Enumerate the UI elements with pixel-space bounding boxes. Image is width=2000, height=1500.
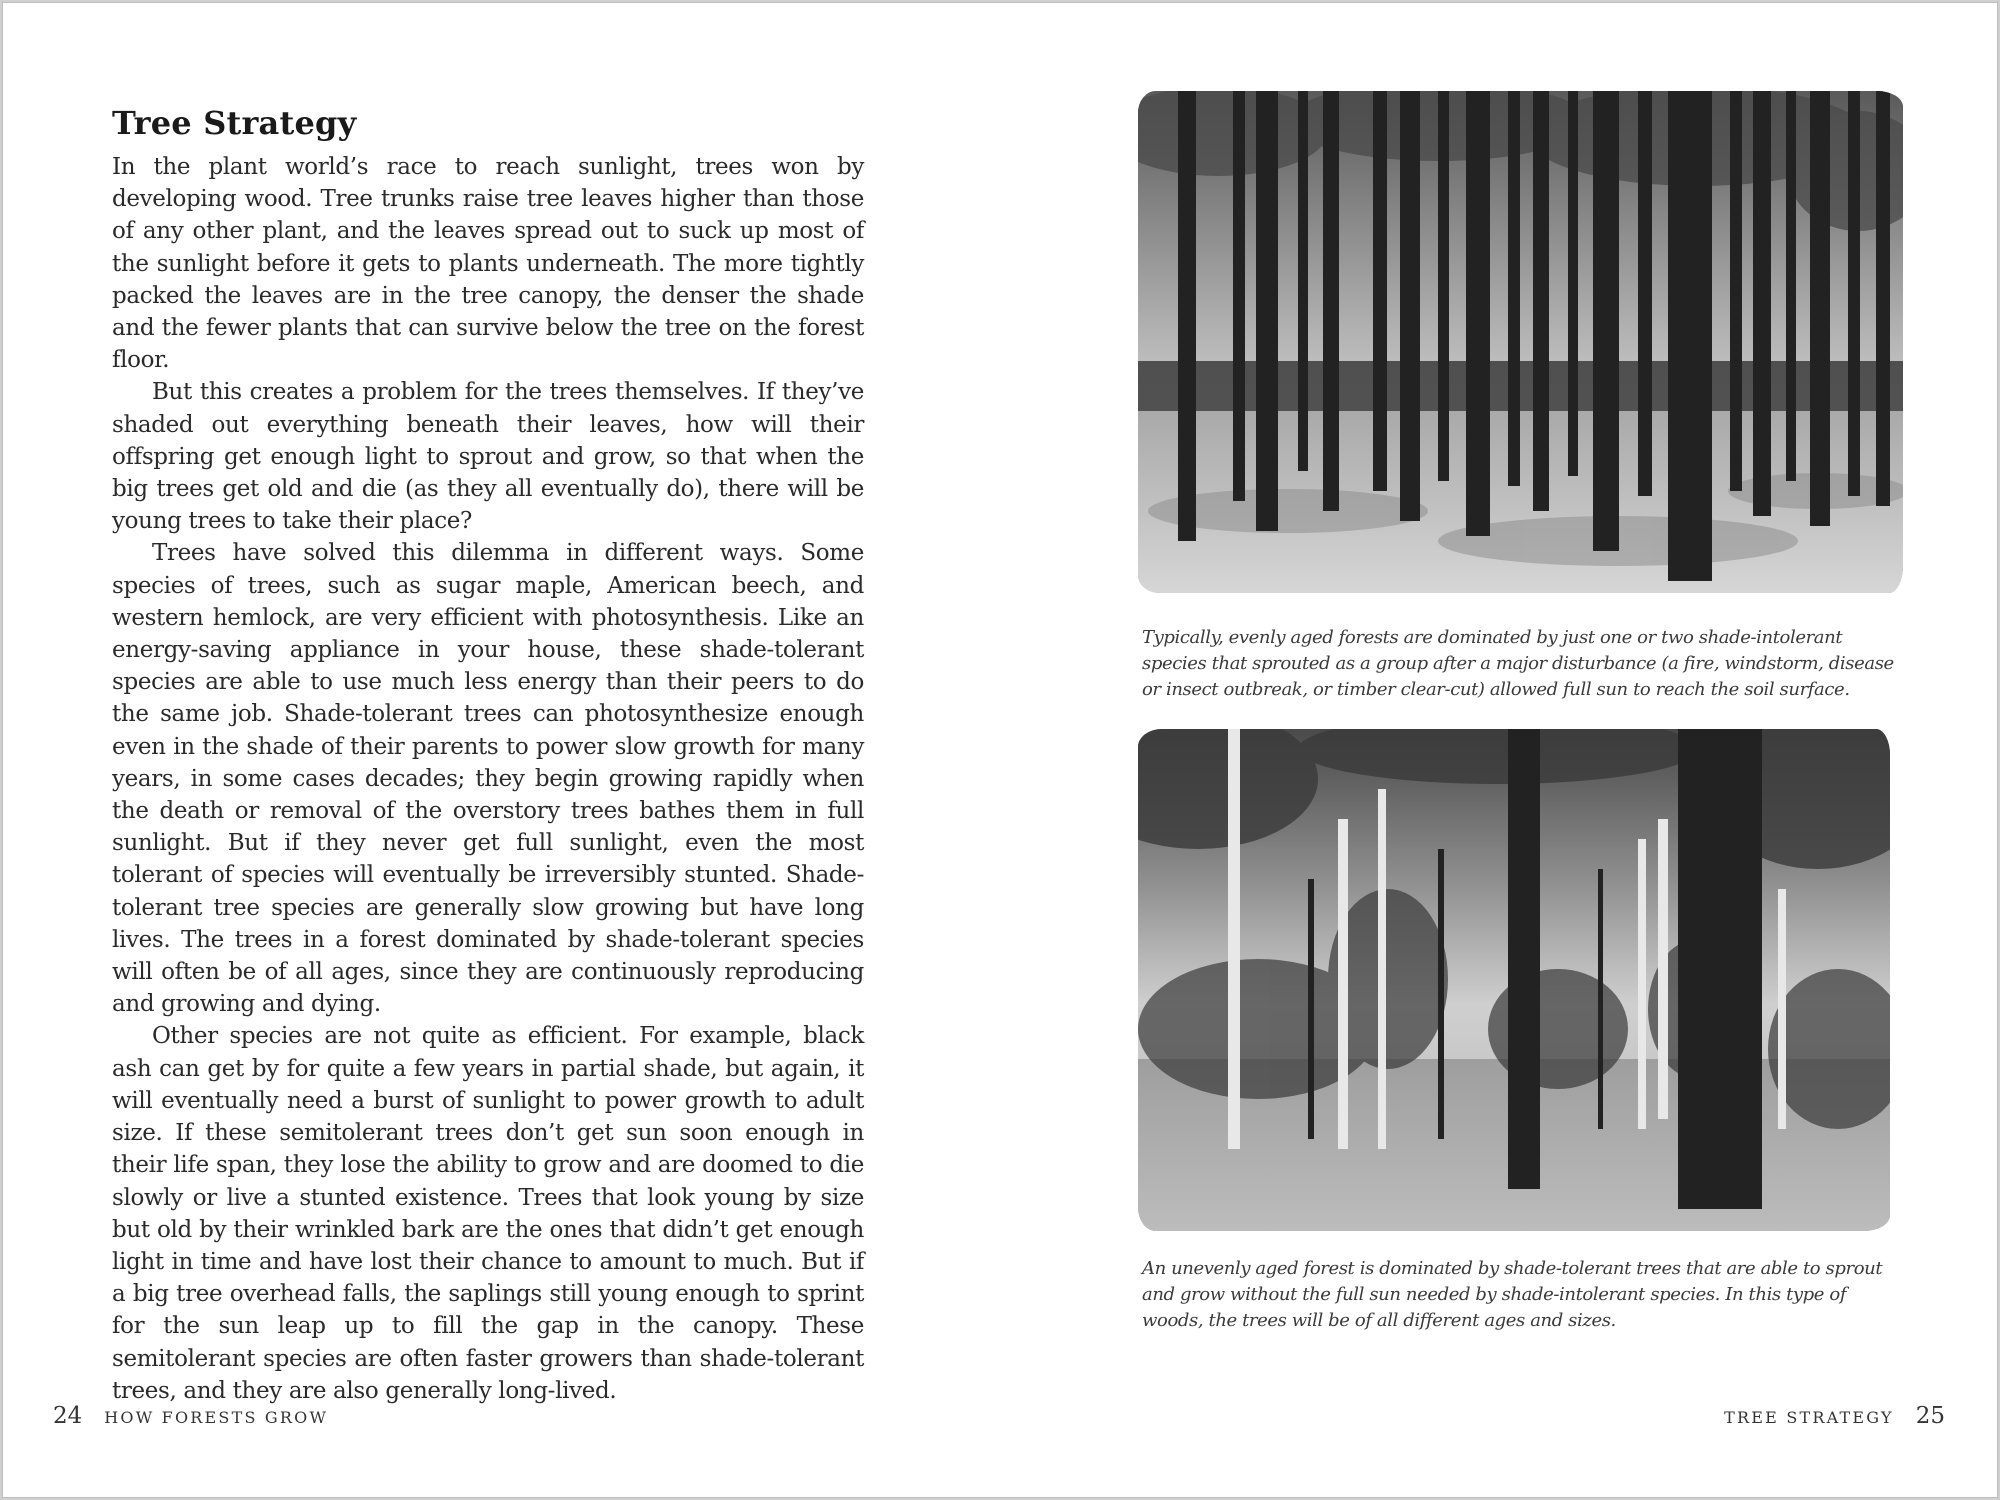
right-folio [1724,1403,1945,1429]
running-head: TREE STRATEGY [1724,1408,1894,1427]
running-head: HOW FORESTS GROW [104,1408,329,1427]
book-spread [3,3,1997,1497]
uneven-aged-forest-illustration [1138,729,1890,1231]
left-page [3,3,1003,1497]
even-aged-forest-illustration [1138,91,1903,593]
section-title: Tree Strategy [112,104,357,142]
body-paragraph: Trees have solved this dilemma in different ways. Some species of trees, such as sugar maple, American beech, and western hemlock, are very efficient with photosynthesis. Like an energy-saving appliance in your house, these shade-tolerant species are able to use much less energy than their peers to do the same job. Shade-tolerant trees can photosynthesize enough even in the shade of their parents to power slow growth for many years, in some cases decades; they begin growing rapidly when the death or removal of the overstory trees bathes them in full sunlight. But if they never get full sunlight, even the most tolerant of species will eventually be irreversibly stunted. Shade-tolerant tree species are generally slow growing but have long lives. The trees in a forest dominated by shade-tolerant species will often be of all ages, since they are continuously reproducing and growing and dying. [112,540,864,1018]
page-number: 24 [53,1403,83,1429]
body-paragraph: In the plant world’s race to reach sunlight, trees won by developing wood. Tree trunks raise tree leaves higher than those of any other plant, and the leaves spread out to suck up most of the sunlight before it gets to plants underneath. The more tightly packed the leaves are in the tree canopy, the denser the shade and the fewer plants that can survive below the tree on the forest floor. [112,154,864,374]
right-page [1003,3,1997,1497]
body-paragraph: Other species are not quite as efficient. For example, black ash can get by for quite a few years in partial shade, but again, it will eventually need a burst of sunlight to power growth to adult size. If these semitolerant trees don’t get sun soon enough in their life span, they lose the ability to grow and are doomed to die slowly or live a stunted existence. Trees that look young by size but old by their wrinkled bark are the ones that didn’t get enough light in time and have lost their chance to amount to much. But if a big tree overhead falls, the saplings still young enough to sprint for the sun leap up to fill the gap in the canopy. These semitolerant species are often faster growers than shade-tolerant trees, and they are also generally long-lived. [112,1023,864,1404]
page-number: 25 [1915,1403,1945,1429]
left-folio [53,1403,328,1429]
figure-caption: Typically, evenly aged forests are dominated by just one or two shade-intolerant species that sprouted as a group after a major disturbance (a fire, windstorm, disease or insect outbreak, or timber clear-cut) allowed full sun to reach the soil surface. [1142,627,1894,700]
body-text [112,151,864,1407]
body-paragraph: But this creates a problem for the trees themselves. If they’ve shaded out everything beneath their leaves, how will their offspring get enough light to sprout and grow, so that when the big trees get old and die (as they all eventually do), there will be young trees to take their place? [112,379,864,535]
figure-caption: An unevenly aged forest is dominated by shade-tolerant trees that are able to sprout and grow without the full sun needed by shade-intolerant species. In this type of woods, the trees will be of all different ages and sizes. [1142,1258,1883,1331]
